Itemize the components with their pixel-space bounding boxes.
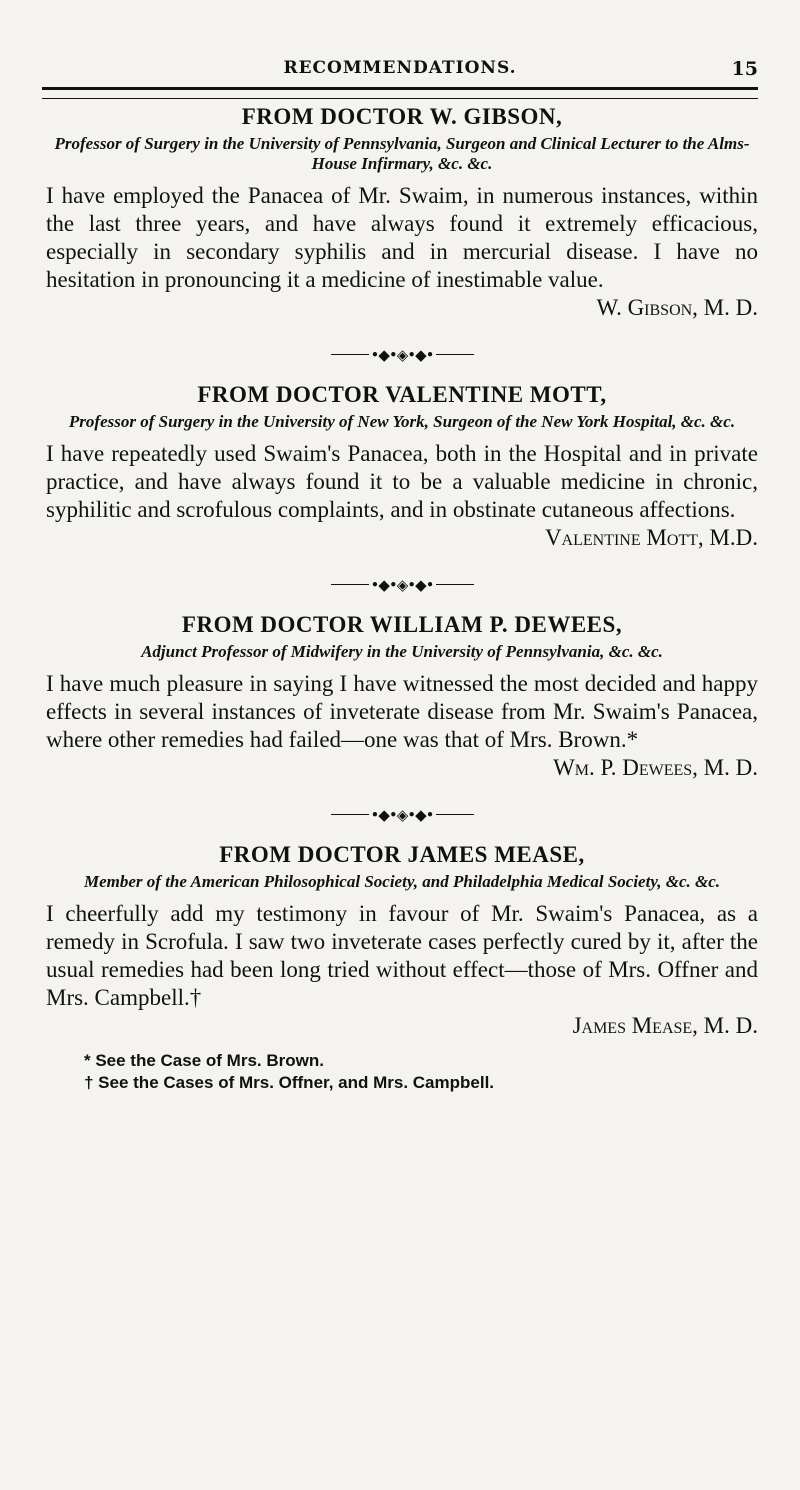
testimonial-signature: James Mease, M. D. (572, 1013, 758, 1038)
running-title: RECOMMENDATIONS. (283, 58, 517, 78)
testimonial-credentials: Member of the American Philosophical Society, and Philadelphia Medical Society, &c. &c. (83, 872, 721, 891)
testimonial-credentials: Professor of Surgery in the University of New York, Surgeon of the New York Hospital, &c. &c. (68, 412, 736, 431)
testimonial-dewees (46, 612, 758, 782)
ornament-glyph: •◆•◈•◆• (370, 805, 434, 824)
ornament-line (436, 584, 474, 585)
page-content (46, 104, 758, 1094)
testimonial-body: I cheerfully add my testimony in favour of Mr. Swaim's Panacea, as a remedy in Scrofula. I saw two inveterate cases perfectly cured by it, after the usual remedies had been long tried without effect—those of Mrs. Offner and Mrs. Campbell.† (46, 901, 758, 1010)
running-head (42, 58, 758, 86)
ornament-glyph: •◆•◈•◆• (370, 575, 434, 594)
footnotes (46, 1050, 758, 1094)
section-ornament (46, 574, 758, 594)
testimonial-body: I have much pleasure in saying I have witnessed the most decided and happy effects in several instances of inveterate disease from Mr. Swaim's Panacea, where other remedies had failed—one was that of Mrs. Brown.* (46, 671, 758, 752)
section-ornament (46, 344, 758, 364)
ornament-line (436, 814, 474, 815)
testimonial-signature: Valentine Mott, M.D. (544, 525, 758, 550)
testimonial-heading: FROM DOCTOR WILLIAM P. DEWEES, (181, 612, 623, 637)
ornament-line (331, 814, 369, 815)
testimonial-credentials: Professor of Surgery in the University of Pennsylvania, Surgeon and Clinical Lecturer to the Alms-House Infirmary, &c. &c. (54, 134, 750, 173)
testimonial-mease (46, 842, 758, 1040)
footnote: † See the Cases of Mrs. Offner, and Mrs. Campbell. (84, 1073, 495, 1092)
header-rule (42, 87, 758, 99)
testimonial-heading: FROM DOCTOR VALENTINE MOTT, (197, 382, 607, 407)
footnote: * See the Case of Mrs. Brown. (84, 1051, 324, 1070)
testimonial-body: I have repeatedly used Swaim's Panacea, both in the Hospital and in private practice, and have always found it to be a valuable medicine in chronic, syphilitic and scrofulous complaints, and in obstinate cutaneous affections. (46, 441, 758, 522)
section-ornament (46, 804, 758, 824)
testimonial-signature: Wm. P. Dewees, M. D. (553, 755, 758, 780)
ornament-line (436, 354, 474, 355)
ornament-line (331, 354, 369, 355)
ornament-line (331, 584, 369, 585)
testimonial-signature: W. Gibson, M. D. (596, 295, 758, 320)
page-number: 15 (731, 58, 758, 80)
testimonial-heading: FROM DOCTOR W. GIBSON, (241, 104, 563, 129)
testimonial-gibson (46, 104, 758, 322)
ornament-glyph: •◆•◈•◆• (370, 345, 434, 364)
testimonial-body: I have employed the Panacea of Mr. Swaim, in numerous instances, within the last three years, and have always found it extremely efficacious, especially in secondary syphilis and in mercurial disease. I have no hesitation in pronouncing it a medicine of inestimable value. (46, 183, 758, 292)
testimonial-heading: FROM DOCTOR JAMES MEASE, (219, 842, 585, 867)
testimonial-mott (46, 382, 758, 552)
testimonial-credentials: Adjunct Professor of Midwifery in the University of Pennsylvania, &c. &c. (141, 642, 663, 661)
